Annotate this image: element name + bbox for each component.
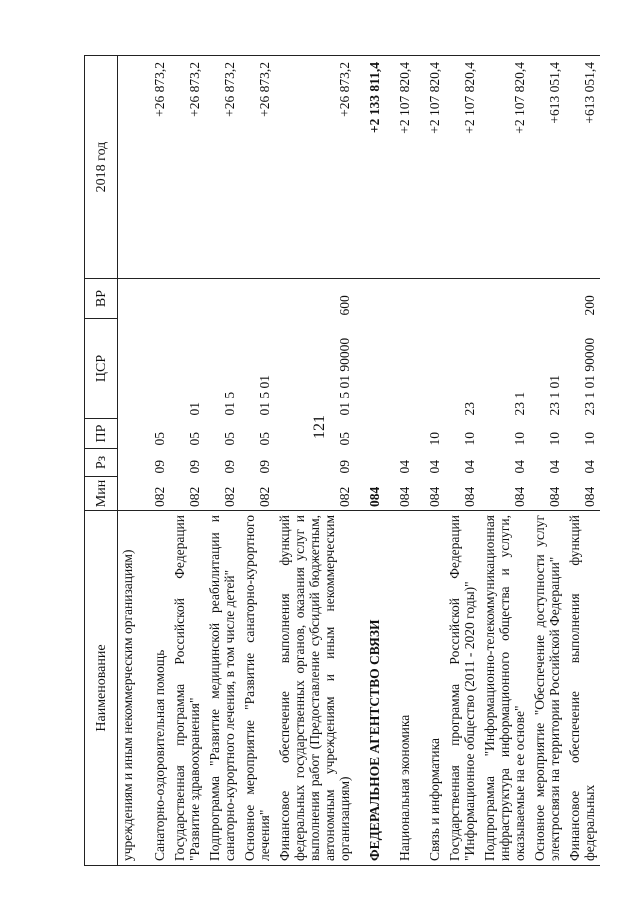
cell-rz [118, 449, 139, 477]
cell-amount: +26 873,2 [138, 56, 170, 279]
cell-name: Санаторно-оздоровительная помощь [138, 511, 170, 866]
table-row [205, 56, 240, 866]
cell-min [118, 477, 139, 511]
cell-pr [385, 419, 415, 449]
cell-vr [530, 279, 565, 319]
cell-csr [138, 319, 170, 419]
cell-amount: +26 873,2 [205, 56, 240, 279]
table-row [355, 56, 385, 866]
cell-pr [118, 419, 139, 449]
table-row [240, 56, 275, 866]
table-row [170, 56, 205, 866]
cell-csr [385, 319, 415, 419]
cell-name: Подпрограмма "Информационно-телекоммуникационная инфраструктура информационного общества и услуги, оказываемые на ее основе" [480, 511, 530, 866]
table-row [275, 56, 355, 866]
cell-vr: 600 [275, 279, 355, 319]
cell-name: ФЕДЕРАЛЬНОЕ АГЕНТСТВО СВЯЗИ [355, 511, 385, 866]
table-header-row [85, 56, 118, 866]
cell-amount: +2 133 811,4 [355, 56, 385, 279]
cell-amount: +613 051,4 [565, 56, 600, 279]
cell-min: 082 [275, 477, 355, 511]
cell-min: 082 [138, 477, 170, 511]
cell-name: Государственная программа Российской Федерации "Информационное общество (2011 - 2020 годы)" [445, 511, 480, 866]
cell-csr: 23 1 01 90000 [582, 337, 597, 416]
cell-rz: 09 [187, 460, 202, 474]
cell-vr [118, 279, 139, 319]
cell-min: 084 [415, 477, 445, 511]
cell-csr [415, 319, 445, 419]
cell-csr: 23 1 [512, 391, 527, 416]
cell-amount: +2 107 820,4 [385, 56, 415, 279]
cell-vr [445, 279, 480, 319]
cell-pr: 10 [427, 432, 442, 446]
header-min: Мин [85, 477, 118, 511]
cell-min: 084 [355, 477, 385, 511]
cell-rz: 04 [427, 460, 442, 474]
cell-amount: +26 873,2 [170, 56, 205, 279]
cell-rz: 04 [582, 460, 597, 474]
cell-rz: 09 [257, 460, 272, 474]
cell-amount: +613 051,4 [530, 56, 565, 279]
cell-name: Подпрограмма "Развитие медицинской реабилитации и санаторно-курортного лечения, в том числе детей" [205, 511, 240, 866]
cell-pr: 05 [337, 432, 352, 446]
cell-amount [118, 56, 139, 279]
cell-name: Финансовое обеспечение выполнения функций федеральных [565, 511, 600, 866]
cell-rz: 04 [397, 460, 412, 474]
table-row [480, 56, 530, 866]
cell-csr: 23 [462, 402, 477, 416]
table-body [118, 56, 601, 866]
cell-min: 082 [170, 477, 205, 511]
header-name: Наименование [85, 511, 118, 866]
table-row [530, 56, 565, 866]
page-number: 121 [311, 415, 328, 439]
cell-csr: 01 5 01 [257, 375, 272, 416]
table-row [138, 56, 170, 866]
table-row [385, 56, 415, 866]
rotated-page-content [84, 56, 640, 866]
header-csr: ЦСР [85, 319, 118, 419]
table-row [565, 56, 600, 866]
cell-name: Основное мероприятие "Развитие санаторно-курортного лечения" [240, 511, 275, 866]
cell-rz: 09 [152, 460, 167, 474]
cell-name: Основное мероприятие "Обеспечение доступности услуг электросвязи на территории Российской Федерации" [530, 511, 565, 866]
header-vr: ВР [85, 279, 118, 319]
cell-vr [355, 279, 385, 319]
cell-min: 084 [480, 477, 530, 511]
cell-pr: 05 [152, 432, 167, 446]
header-year: 2018 год [85, 56, 118, 279]
cell-min: 082 [205, 477, 240, 511]
cell-csr [118, 319, 139, 419]
cell-name: Государственная программа Российской Федерации "Развитие здравоохранения" [170, 511, 205, 866]
cell-name: Связь и информатика [415, 511, 445, 866]
cell-rz: 04 [512, 460, 527, 474]
cell-amount: +26 873,2 [275, 56, 355, 279]
cell-csr: 01 5 01 90000 [337, 337, 352, 416]
cell-vr: 200 [565, 279, 600, 319]
cell-pr: 10 [547, 432, 562, 446]
table-row [415, 56, 445, 866]
cell-amount: +2 107 820,4 [415, 56, 445, 279]
cell-rz [355, 449, 385, 477]
cell-rz: 04 [462, 460, 477, 474]
cell-pr: 10 [462, 432, 477, 446]
cell-min: 082 [240, 477, 275, 511]
budget-table [84, 55, 600, 866]
cell-min: 084 [385, 477, 415, 511]
table-row [118, 56, 139, 866]
cell-vr [240, 279, 275, 319]
cell-vr [138, 279, 170, 319]
cell-name: учреждениям и иным некоммерческим организациям) [118, 511, 139, 866]
header-rz: Рз [85, 449, 118, 477]
cell-pr: 05 [187, 432, 202, 446]
cell-vr [415, 279, 445, 319]
cell-csr: 01 [187, 402, 202, 416]
cell-vr [385, 279, 415, 319]
cell-pr: 05 [257, 432, 272, 446]
cell-rz: 04 [547, 460, 562, 474]
cell-pr: 10 [582, 432, 597, 446]
cell-vr [205, 279, 240, 319]
cell-amount: +2 107 820,4 [480, 56, 530, 279]
cell-min: 084 [530, 477, 565, 511]
cell-amount: +26 873,2 [240, 56, 275, 279]
cell-csr: 01 5 [222, 391, 237, 416]
table-row [445, 56, 480, 866]
cell-amount: +2 107 820,4 [445, 56, 480, 279]
cell-vr [480, 279, 530, 319]
cell-pr: 05 [222, 432, 237, 446]
cell-csr [355, 319, 385, 419]
cell-csr: 23 1 01 [547, 375, 562, 416]
cell-pr: 10 [512, 432, 527, 446]
cell-rz: 09 [222, 460, 237, 474]
cell-rz: 09 [337, 460, 352, 474]
cell-min: 084 [565, 477, 600, 511]
cell-min: 084 [445, 477, 480, 511]
cell-pr [355, 419, 385, 449]
cell-name: Финансовое обеспечение выполнения функций федеральных государственных органов, оказания услуг и выполнения работ (Предоставление субсидий бюджетным, автономным учреждениям и иным некоммерческим организациям) [275, 511, 355, 866]
header-pr: ПР [85, 419, 118, 449]
cell-vr [170, 279, 205, 319]
cell-name: Национальная экономика [385, 511, 415, 866]
